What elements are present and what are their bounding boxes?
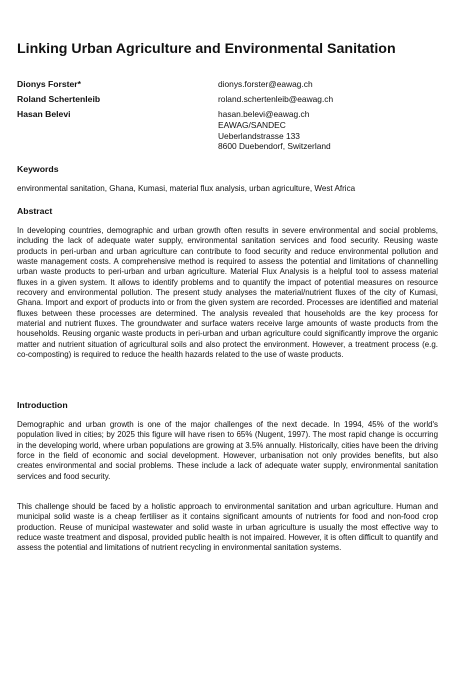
author-row	[17, 109, 442, 157]
author-list	[17, 79, 442, 157]
introduction-paragraph: Demographic and urban growth is one of the major challenges of the next decade. In 1994, 45% of the world's population lived in cities; by 2025 this figure will have risen to 65% (Nugent, 1997). The most rapid change is occurring in the developing world, where urban populations are growing at 3.5% annually. Historically, cities have been the driving force in the field of economic and social development. However, urbanisation not only provides benefits, but also creates environmental and social problems. These include a lack of adequate water supply, environmental sanitation services and food security.	[17, 420, 438, 481]
author-name: Roland Schertenleib	[17, 94, 101, 104]
introduction-paragraph: This challenge should be faced by a holistic approach to environmental sanitation and urban agriculture. Human and municipal solid waste is a cheap fertiliser as it contains significant amounts of nutrients for food and non-food crop production. Reuse of municipal wastewater and solid waste in urban agriculture is usually the most effective way to reduce waste treatment and disposal, provided public health is not impaired. However, it is often difficult to quantify and assess the potential and limitations of nutrient recycling in environmental sanitation systems.	[17, 502, 438, 553]
keywords-text: environmental sanitation, Ghana, Kumasi, material flux analysis, urban agriculture, West Africa	[17, 184, 356, 193]
address-line: Ueberlandstrasse 133	[218, 130, 300, 141]
author-contact	[218, 79, 313, 90]
address-line: 8600 Duebendorf, Switzerland	[218, 141, 331, 152]
author-row	[17, 94, 442, 109]
abstract-heading: Abstract	[17, 206, 53, 216]
author-contact	[218, 109, 331, 152]
author-email[interactable]: roland.schertenleib@eawag.ch	[218, 94, 334, 104]
author-name: Dionys Forster*	[17, 79, 81, 89]
paper-title: Linking Urban Agriculture and Environmental Sanitation	[17, 41, 396, 57]
abstract-text: In developing countries, demographic and urban growth often results in severe environmental and social problems, including the lack of adequate water supply, environmental sanitation services and food security. Reusing waste products in peri-urban and urban agriculture can contribute to food security and reduce environmental pollution and waste management costs. A comprehensive method is required to assess the potential and limitations of channelling urban waste products to peri-urban and urban agriculture. Material Flux Analysis is a helpful tool to assess material fluxes in a given system. It allows to identify problems and to quantify the impact of potential measures on resource recovery and environmental pollution. The present study analyses the material/nutrient fluxes of the city of Kumasi, Ghana. Import and export of products into or from the given system are recorded. Processes are identified and material fluxes between these processes are determined. The analysis revealed that households are the key process for material and nutrient fluxes. The groundwater and surface waters receive large amounts of waste products from the households. Reusing organic waste products in peri-urban and urban agriculture could significantly improve the organic matter and nutrient situation of agricultural soils and also protect the environment. However, a treatment process (e.g. co-composting) is required to reduce the health hazards related to the use of waste products.	[17, 226, 438, 360]
author-email[interactable]: hasan.belevi@eawag.ch	[218, 109, 310, 119]
author-name: Hasan Belevi	[17, 109, 71, 119]
affiliation-line: EAWAG/SANDEC	[218, 119, 286, 130]
author-email[interactable]: dionys.forster@eawag.ch	[218, 79, 313, 89]
introduction-heading: Introduction	[17, 400, 68, 410]
keywords-heading: Keywords	[17, 164, 59, 174]
author-row	[17, 79, 442, 94]
author-contact	[218, 94, 333, 105]
